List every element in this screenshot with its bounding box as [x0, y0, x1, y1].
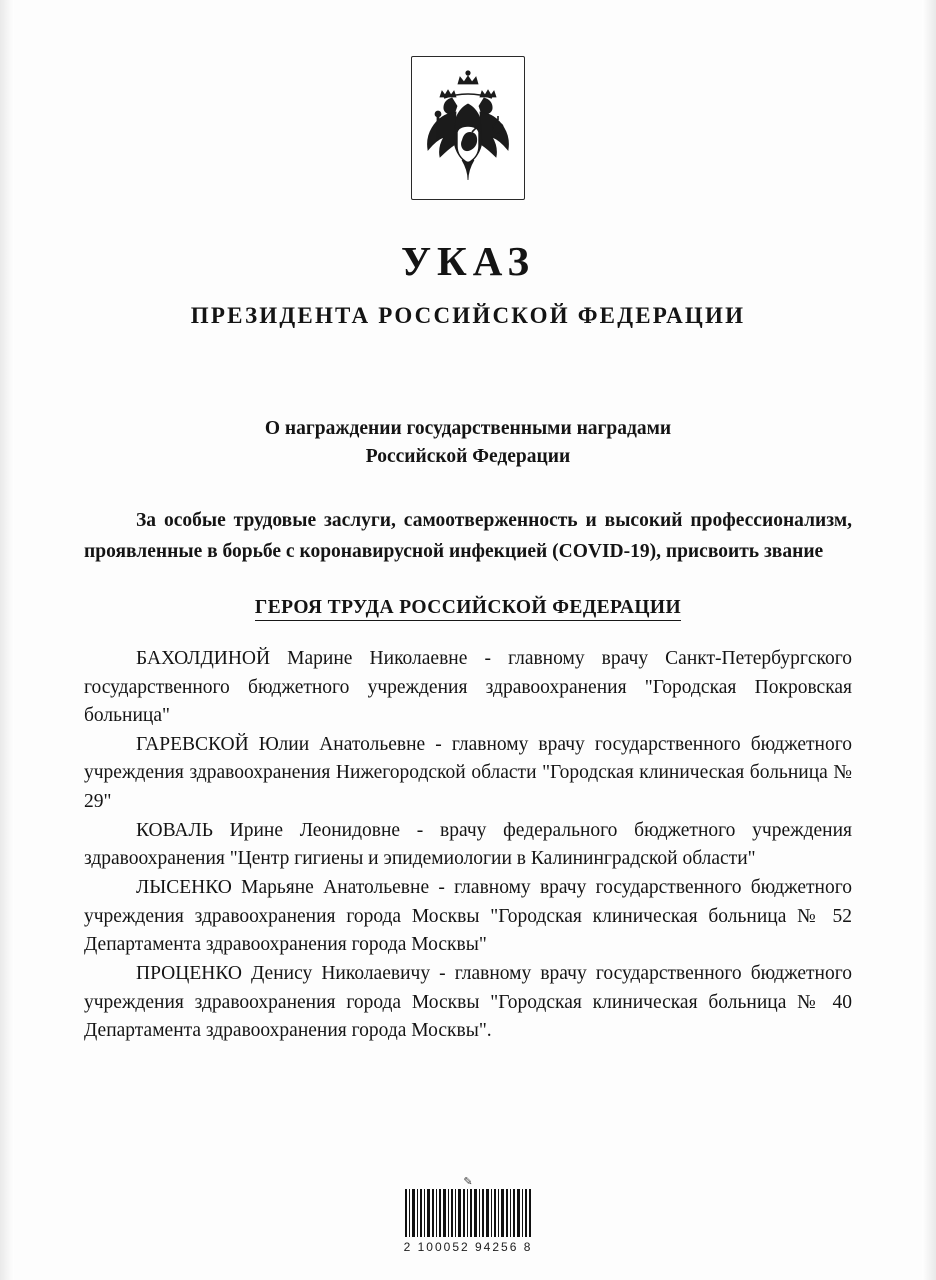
list-item: КОВАЛЬ Ирине Леонидовне - врачу федерального бюджетного учреждения здравоохранения "Центр гигиены и эпидемиологии в Калининградской области" — [84, 819, 852, 870]
subject-line-2: Российской Федерации — [365, 445, 571, 467]
page-edge-right — [922, 0, 936, 1280]
award-title — [84, 597, 852, 619]
document-subject — [84, 415, 852, 470]
emblem-container — [84, 0, 852, 200]
list-item: ГАРЕВСКОЙ Юлии Анатольевне - главному врачу государственного бюджетного учреждения здравоохранения Нижегородской области "Городская клиническая больница № 29" — [84, 733, 852, 813]
list-item: ПРОЦЕНКО Денису Николаевичу - главному врачу государственного бюджетного учреждения здравоохранения города Москвы "Городская клиническая больница № 40 Департамента здравоохранения города Москвы". — [84, 963, 852, 1042]
barcode-area — [0, 1177, 936, 1254]
subject-line-1: О награждении государственными наградами — [264, 418, 672, 440]
barcode-icon — [403, 1189, 533, 1237]
list-item: ЛЫСЕНКО Марьяне Анатольевне - главному врачу государственного бюджетного учреждения здравоохранения города Москвы "Городская клиническая больница № 52 Департамента здравоохранения города Москвы" — [84, 877, 852, 956]
document-subtitle: ПРЕЗИДЕНТА РОССИЙСКОЙ ФЕДЕРАЦИИ — [190, 303, 746, 329]
list-item: БАХОЛДИНОЙ Марине Николаевне - главному врачу Санкт-Петербургского государственного бюджетного учреждения здравоохранения "Городская Покровская больница" — [84, 647, 852, 727]
barcode-top-mark: ✎ — [463, 1176, 473, 1188]
document-title: УКАЗ — [400, 238, 536, 284]
document-preamble: За особые трудовые заслуги, самоотверженность и высокий профессионализм, проявленные в борьбе с коронавирусной инфекцией (COVID-19), присвоить звание — [84, 510, 852, 562]
page-edge-left — [0, 0, 14, 1280]
russian-coat-of-arms-icon — [411, 56, 525, 200]
award-title-text: ГЕРОЯ ТРУДА РОССИЙСКОЙ ФЕДЕРАЦИИ — [255, 597, 681, 621]
barcode-number: 2 100052 94256 8 — [403, 1240, 533, 1254]
recipients-list — [84, 645, 852, 1046]
